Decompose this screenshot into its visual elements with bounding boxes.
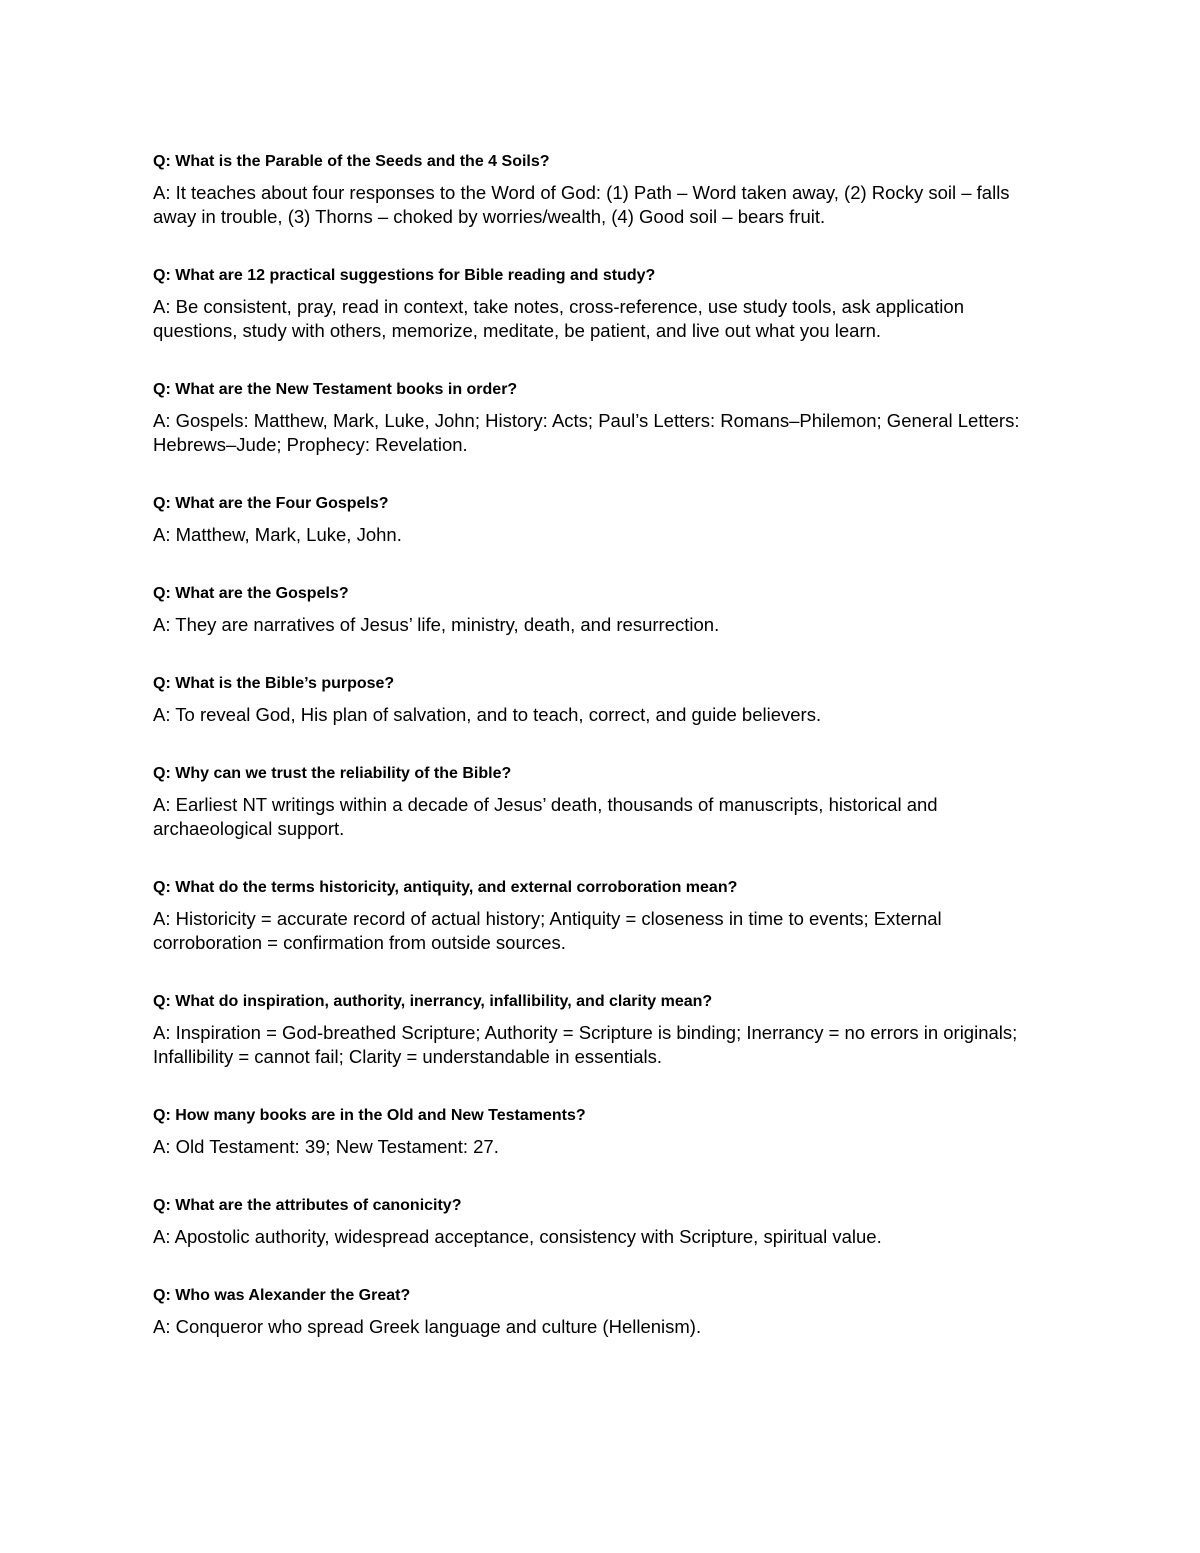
- answer-text: A: Conqueror who spread Greek language and culture (Hellenism).: [153, 1316, 702, 1337]
- qa-item-canonicity: [153, 1194, 1053, 1249]
- answer-text: A: Old Testament: 39; New Testament: 27.: [153, 1136, 499, 1157]
- qa-item-nt-books-order: [153, 378, 1053, 457]
- qa-item-alexander: [153, 1284, 1053, 1339]
- qa-item-parable-soils: [153, 150, 1053, 229]
- qa-item-four-gospels: [153, 492, 1053, 547]
- question-text: Q: What do inspiration, authority, inerrancy, infallibility, and clarity mean?: [153, 993, 713, 1010]
- question-text: Q: What are the New Testament books in order?: [153, 381, 518, 398]
- question-text: Q: What are the attributes of canonicity?: [153, 1197, 462, 1214]
- question-text: Q: What is the Bible’s purpose?: [153, 675, 395, 692]
- question-text: Q: How many books are in the Old and New Testaments?: [153, 1107, 586, 1124]
- question-text: Q: What are the Four Gospels?: [153, 495, 389, 512]
- question-text: Q: What is the Parable of the Seeds and the 4 Soils?: [153, 153, 550, 170]
- qa-item-terms-inspiration: [153, 990, 1053, 1069]
- answer-text: A: Apostolic authority, widespread acceptance, consistency with Scripture, spiritual value.: [153, 1226, 882, 1247]
- question-text: Q: What are the Gospels?: [153, 585, 349, 602]
- qa-item-reliability: [153, 762, 1053, 841]
- answer-text: A: Earliest NT writings within a decade of Jesus’ death, thousands of manuscripts, historical and archaeological support.: [153, 794, 938, 839]
- answer-text: A: To reveal God, His plan of salvation, and to teach, correct, and guide believers.: [153, 704, 822, 725]
- answer-text: A: Gospels: Matthew, Mark, Luke, John; History: Acts; Paul’s Letters: Romans–Philemon; General Letters: Hebrews–Jude; Prophecy: Revelation.: [153, 410, 1020, 455]
- answer-text: A: Inspiration = God-breathed Scripture; Authority = Scripture is binding; Inerrancy = no errors in originals; Infallibility = cannot fail; Clarity = understandable in essentials.: [153, 1022, 1018, 1067]
- answer-text: A: It teaches about four responses to the Word of God: (1) Path – Word taken away, (2) Rocky soil – falls away in trouble, (3) Thorns – choked by worries/wealth, (4) Good soil – bears fruit.: [153, 182, 1010, 227]
- qa-item-bible-purpose: [153, 672, 1053, 727]
- question-text: Q: Who was Alexander the Great?: [153, 1287, 411, 1304]
- qa-item-book-counts: [153, 1104, 1053, 1159]
- answer-text: A: They are narratives of Jesus’ life, ministry, death, and resurrection.: [153, 614, 720, 635]
- answer-text: A: Matthew, Mark, Luke, John.: [153, 524, 402, 545]
- answer-text: A: Be consistent, pray, read in context, take notes, cross-reference, use study tools, ask application questions, study with others, memorize, meditate, be patient, and live out what you learn.: [153, 296, 964, 341]
- document-page: [153, 150, 1053, 1339]
- question-text: Q: Why can we trust the reliability of the Bible?: [153, 765, 512, 782]
- question-text: Q: What do the terms historicity, antiquity, and external corroboration mean?: [153, 879, 738, 896]
- answer-text: A: Historicity = accurate record of actual history; Antiquity = closeness in time to events; External corroboration = confirmation from outside sources.: [153, 908, 942, 953]
- qa-item-gospels: [153, 582, 1053, 637]
- qa-item-study-suggestions: [153, 264, 1053, 343]
- question-text: Q: What are 12 practical suggestions for Bible reading and study?: [153, 267, 656, 284]
- qa-item-terms-historicity: [153, 876, 1053, 955]
